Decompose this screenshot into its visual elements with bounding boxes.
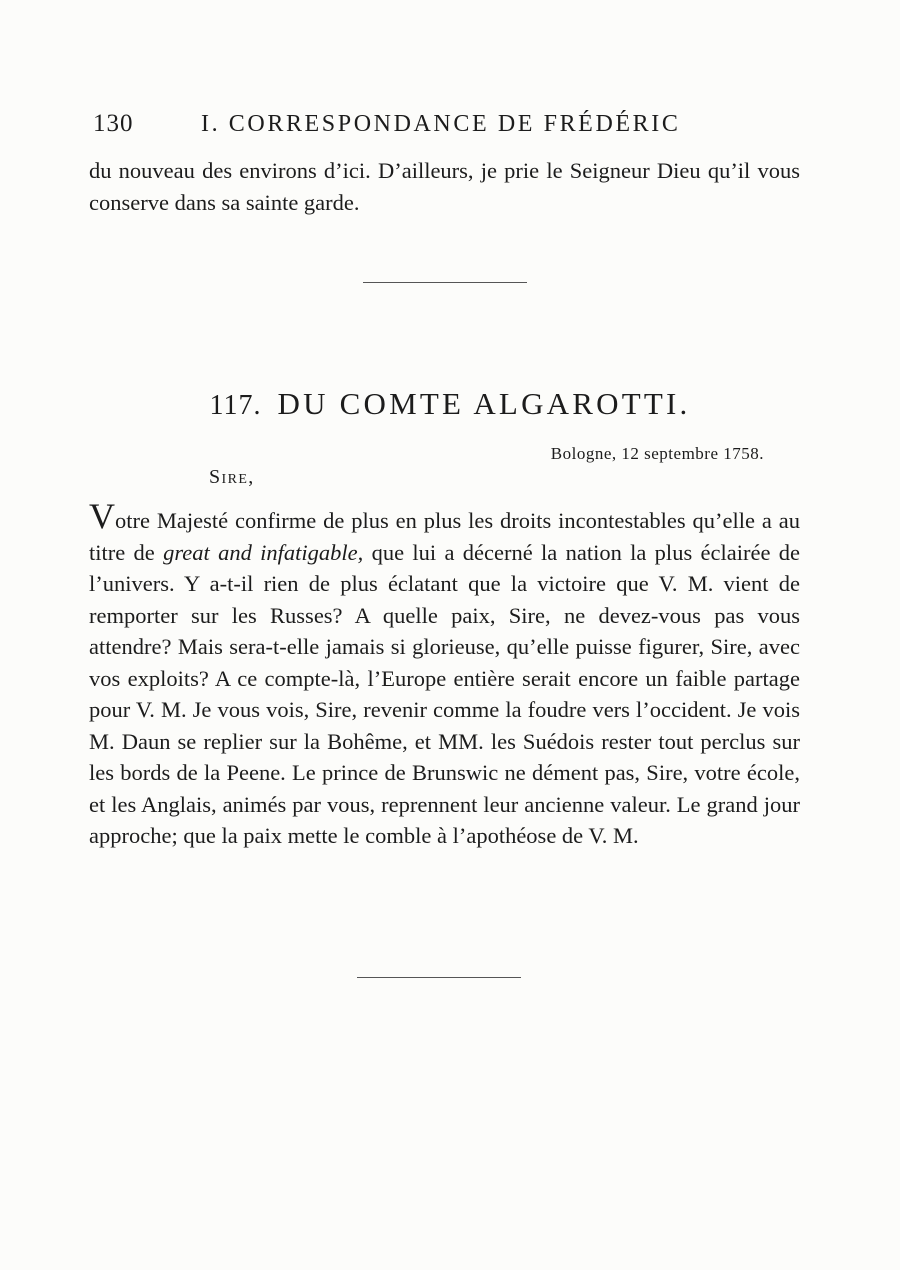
- salutation: Sire,: [209, 466, 255, 488]
- letter-body-text-2: que lui a décerné la nation la plus éclairée de l’univers. Y a-t-il rien de plus éclatant que la victoire que V. M. vient de remporter sur les Russes? A quelle paix, Sire, ne devez-vous pas vous attendre? Mais sera-t-elle jamais si glorieuse, qu’elle puisse figurer, Sire, avec vos exploits? A ce compte-là, l’Europe entière serait encore un faible partage pour V. M. Je vous vois, Sire, revenir comme la foudre vers l’occident. Je vois M. Daun se replier sur la Bohême, et MM. les Suédois rester tout perclus sur les bords de la Peene. Le prince de Brunswic ne dément pas, Sire, votre école, et les Anglais, animés par vous, reprennent leur ancienne valeur. Le grand jour approche; que la paix mette le comble à l’apothéose de V. M.: [89, 539, 800, 848]
- dateline: Bologne, 12 septembre 1758.: [550, 444, 764, 463]
- letter-body: [89, 496, 800, 852]
- section-divider-bottom: [357, 977, 521, 978]
- letter-body-text-1: otre Majesté confirme de plus en plus les droits incontestables qu’elle a au titre de: [89, 508, 800, 565]
- section-divider-top: [363, 282, 527, 283]
- running-head: [93, 110, 713, 144]
- initial-letter: V: [89, 496, 115, 536]
- continuation-paragraph: du nouveau des environs d’ici. D’ailleurs, je prie le Seigneur Dieu qu’il vous conserve dans sa sainte garde.: [89, 158, 800, 215]
- letter-number: 117.: [209, 390, 262, 421]
- letter-title: DU COMTE ALGAROTTI.: [277, 386, 691, 421]
- page-number: 130: [93, 110, 134, 137]
- letter-body-italic: great and infatigable,: [163, 539, 364, 565]
- running-head-title: I. CORRESPONDANCE DE FRÉDÉRIC: [201, 111, 681, 137]
- letter-heading: [0, 386, 900, 422]
